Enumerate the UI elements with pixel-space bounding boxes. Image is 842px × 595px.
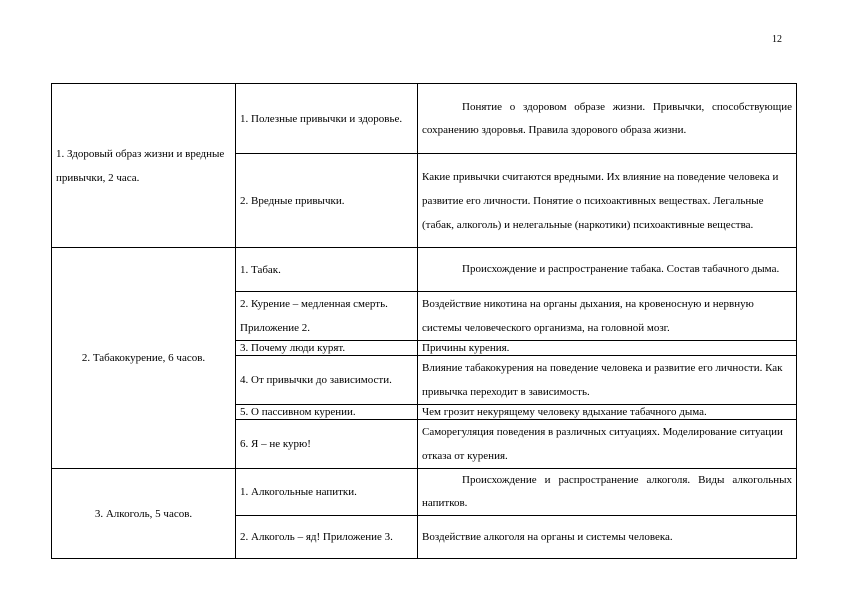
lesson-content: Саморегуляция поведения в различных ситуациях. Моделирование ситуации отказа от курения.	[418, 420, 797, 469]
page-number: 12	[772, 34, 782, 45]
lesson-content-text: Происхождение и распространение алкоголя. Виды алкогольных напитков.	[422, 474, 792, 509]
lesson-content: Влияние табакокурения на поведение человека и развитие его личности. Как привычка переходит в зависимость.	[418, 356, 797, 405]
lesson-title: 1. Полезные привычки и здоровье.	[236, 84, 418, 154]
lesson-content-text: Происхождение и распространение табака. Состав табачного дыма.	[462, 263, 780, 275]
lesson-content: Воздействие алкоголя на органы и системы человека.	[418, 516, 797, 559]
lesson-title: 2. Алкоголь – яд! Приложение 3.	[236, 516, 418, 559]
lesson-title: 4. От привычки до зависимости.	[236, 356, 418, 405]
lesson-content: Какие привычки считаются вредными. Их влияние на поведение человека и развитие его личности. Понятие о психоактивных веществах. Легальные (табак, алкоголь) и нелегальные (наркотики) психоактивные вещества.	[418, 154, 797, 248]
topic-cell: 3. Алкоголь, 5 часов.	[52, 469, 236, 559]
lesson-content: Причины курения.	[418, 341, 797, 356]
table-row	[52, 469, 797, 516]
lesson-content-text: Понятие о здоровом образе жизни. Привычки, способствующие сохранению здоровья. Правила здорового образа жизни.	[422, 100, 792, 136]
table-row	[52, 248, 797, 292]
lesson-content	[418, 84, 797, 154]
lesson-content	[418, 248, 797, 292]
table-row	[52, 84, 797, 154]
lesson-title: 2. Курение – медленная смерть. Приложение 2.	[236, 292, 418, 341]
lesson-title: 6. Я – не курю!	[236, 420, 418, 469]
lesson-content	[418, 469, 797, 516]
lesson-title: 5. О пассивном курении.	[236, 405, 418, 420]
lesson-title: 1. Алкогольные напитки.	[236, 469, 418, 516]
curriculum-table	[51, 83, 797, 559]
lesson-content: Воздействие никотина на органы дыхания, на кровеносную и нервную системы человеческого организма, на головной мозг.	[418, 292, 797, 341]
lesson-content: Чем грозит некурящему человеку вдыхание табачного дыма.	[418, 405, 797, 420]
topic-cell: 1. Здоровый образ жизни и вредные привычки, 2 часа.	[52, 84, 236, 248]
topic-cell: 2. Табакокурение, 6 часов.	[52, 248, 236, 469]
lesson-title: 1. Табак.	[236, 248, 418, 292]
lesson-title: 3. Почему люди курят.	[236, 341, 418, 356]
lesson-title: 2. Вредные привычки.	[236, 154, 418, 248]
